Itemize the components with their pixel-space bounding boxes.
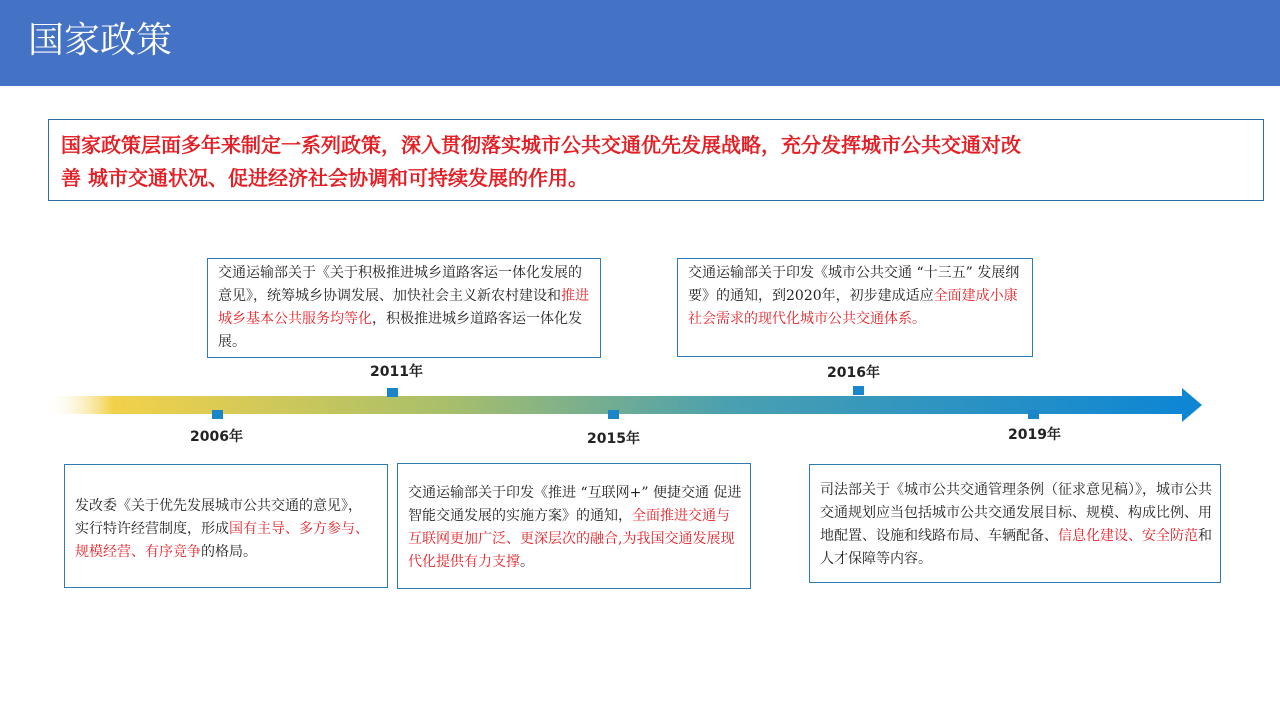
event-2006-text-end: 的格局。: [201, 544, 257, 560]
event-2011-text: 交通运输部关于《关于积极推进城乡道路客运一体化发展的意见》，统筹城乡协调发展、加快社会主义新农村建设和: [218, 265, 582, 304]
year-2006: 2006年: [190, 429, 243, 445]
event-2006-highlight: 国有主导、多方参与、规模经营、有序竞争: [75, 521, 369, 560]
event-text-2016: [688, 262, 1024, 331]
tick-2016: [853, 386, 864, 395]
year-2015: 2015年: [587, 431, 640, 447]
event-2019-text-end: 和人才保障等内容。: [820, 528, 1212, 567]
event-2015-text: 交通运输部关于印发《推进 “互联网+” 便捷交通 促进智能交通发展的实施方案》的通知，: [408, 485, 742, 524]
summary-line-2: 善 城市交通状况、促进经济社会协调和可持续发展的作用。: [61, 166, 588, 190]
event-text-2015: [408, 482, 742, 574]
page-title: 国家政策: [28, 20, 173, 61]
event-text-2006: [75, 495, 375, 564]
tick-2019: [1028, 410, 1039, 419]
tick-2006: [212, 410, 223, 419]
tick-2015: [608, 410, 619, 419]
event-2015-text-end: 。: [520, 554, 534, 570]
event-box-2015: [397, 463, 751, 589]
event-2011-highlight: 推进城乡基本公共服务均等化: [218, 288, 589, 327]
year-2011: 2011年: [370, 364, 423, 380]
year-2016: 2016年: [827, 365, 880, 381]
event-box-2019: [809, 464, 1221, 583]
event-2016-highlight: 全面建成小康社会需求的现代化城市公共交通体系。: [688, 288, 1018, 327]
tick-2011: [387, 388, 398, 397]
event-text-2011: [218, 262, 590, 354]
event-2019-highlight: 信息化建设、安全防范: [1058, 528, 1198, 544]
event-2019-text: 司法部关于《城市公共交通管理条例（征求意见稿）》，城市公共交通规划应当包括城市公共交通发展目标、规模、构成比例、用地配置、设施和线路布局、车辆配备、: [820, 482, 1212, 544]
event-box-2011: [207, 258, 601, 358]
event-box-2016: [677, 258, 1033, 357]
year-2019: 2019年: [1008, 427, 1061, 443]
timeline-arrow-head: [1182, 388, 1202, 422]
event-box-2006: [64, 464, 388, 588]
event-2011-text-end: ，积极推进城乡道路客运一体化发展。: [218, 311, 582, 350]
event-text-2019: [820, 479, 1214, 571]
event-2015-highlight: 全面推进交通与互联网更加广泛、更深层次的融合,为我国交通发展现代化提供有力支撑: [408, 508, 735, 570]
summary-line-1: 国家政策层面多年来制定一系列政策，深入贯彻落实城市公共交通优先发展战略，充分发挥城市公共交通对改: [61, 133, 1021, 157]
event-2006-text: 发改委《关于优先发展城市公共交通的意见》，实行特许经营制度，形成: [75, 498, 362, 537]
event-2016-text: 交通运输部关于印发《城市公共交通 “十三五” 发展纲要》的通知，到2020年，初步建成适应: [688, 265, 1020, 304]
